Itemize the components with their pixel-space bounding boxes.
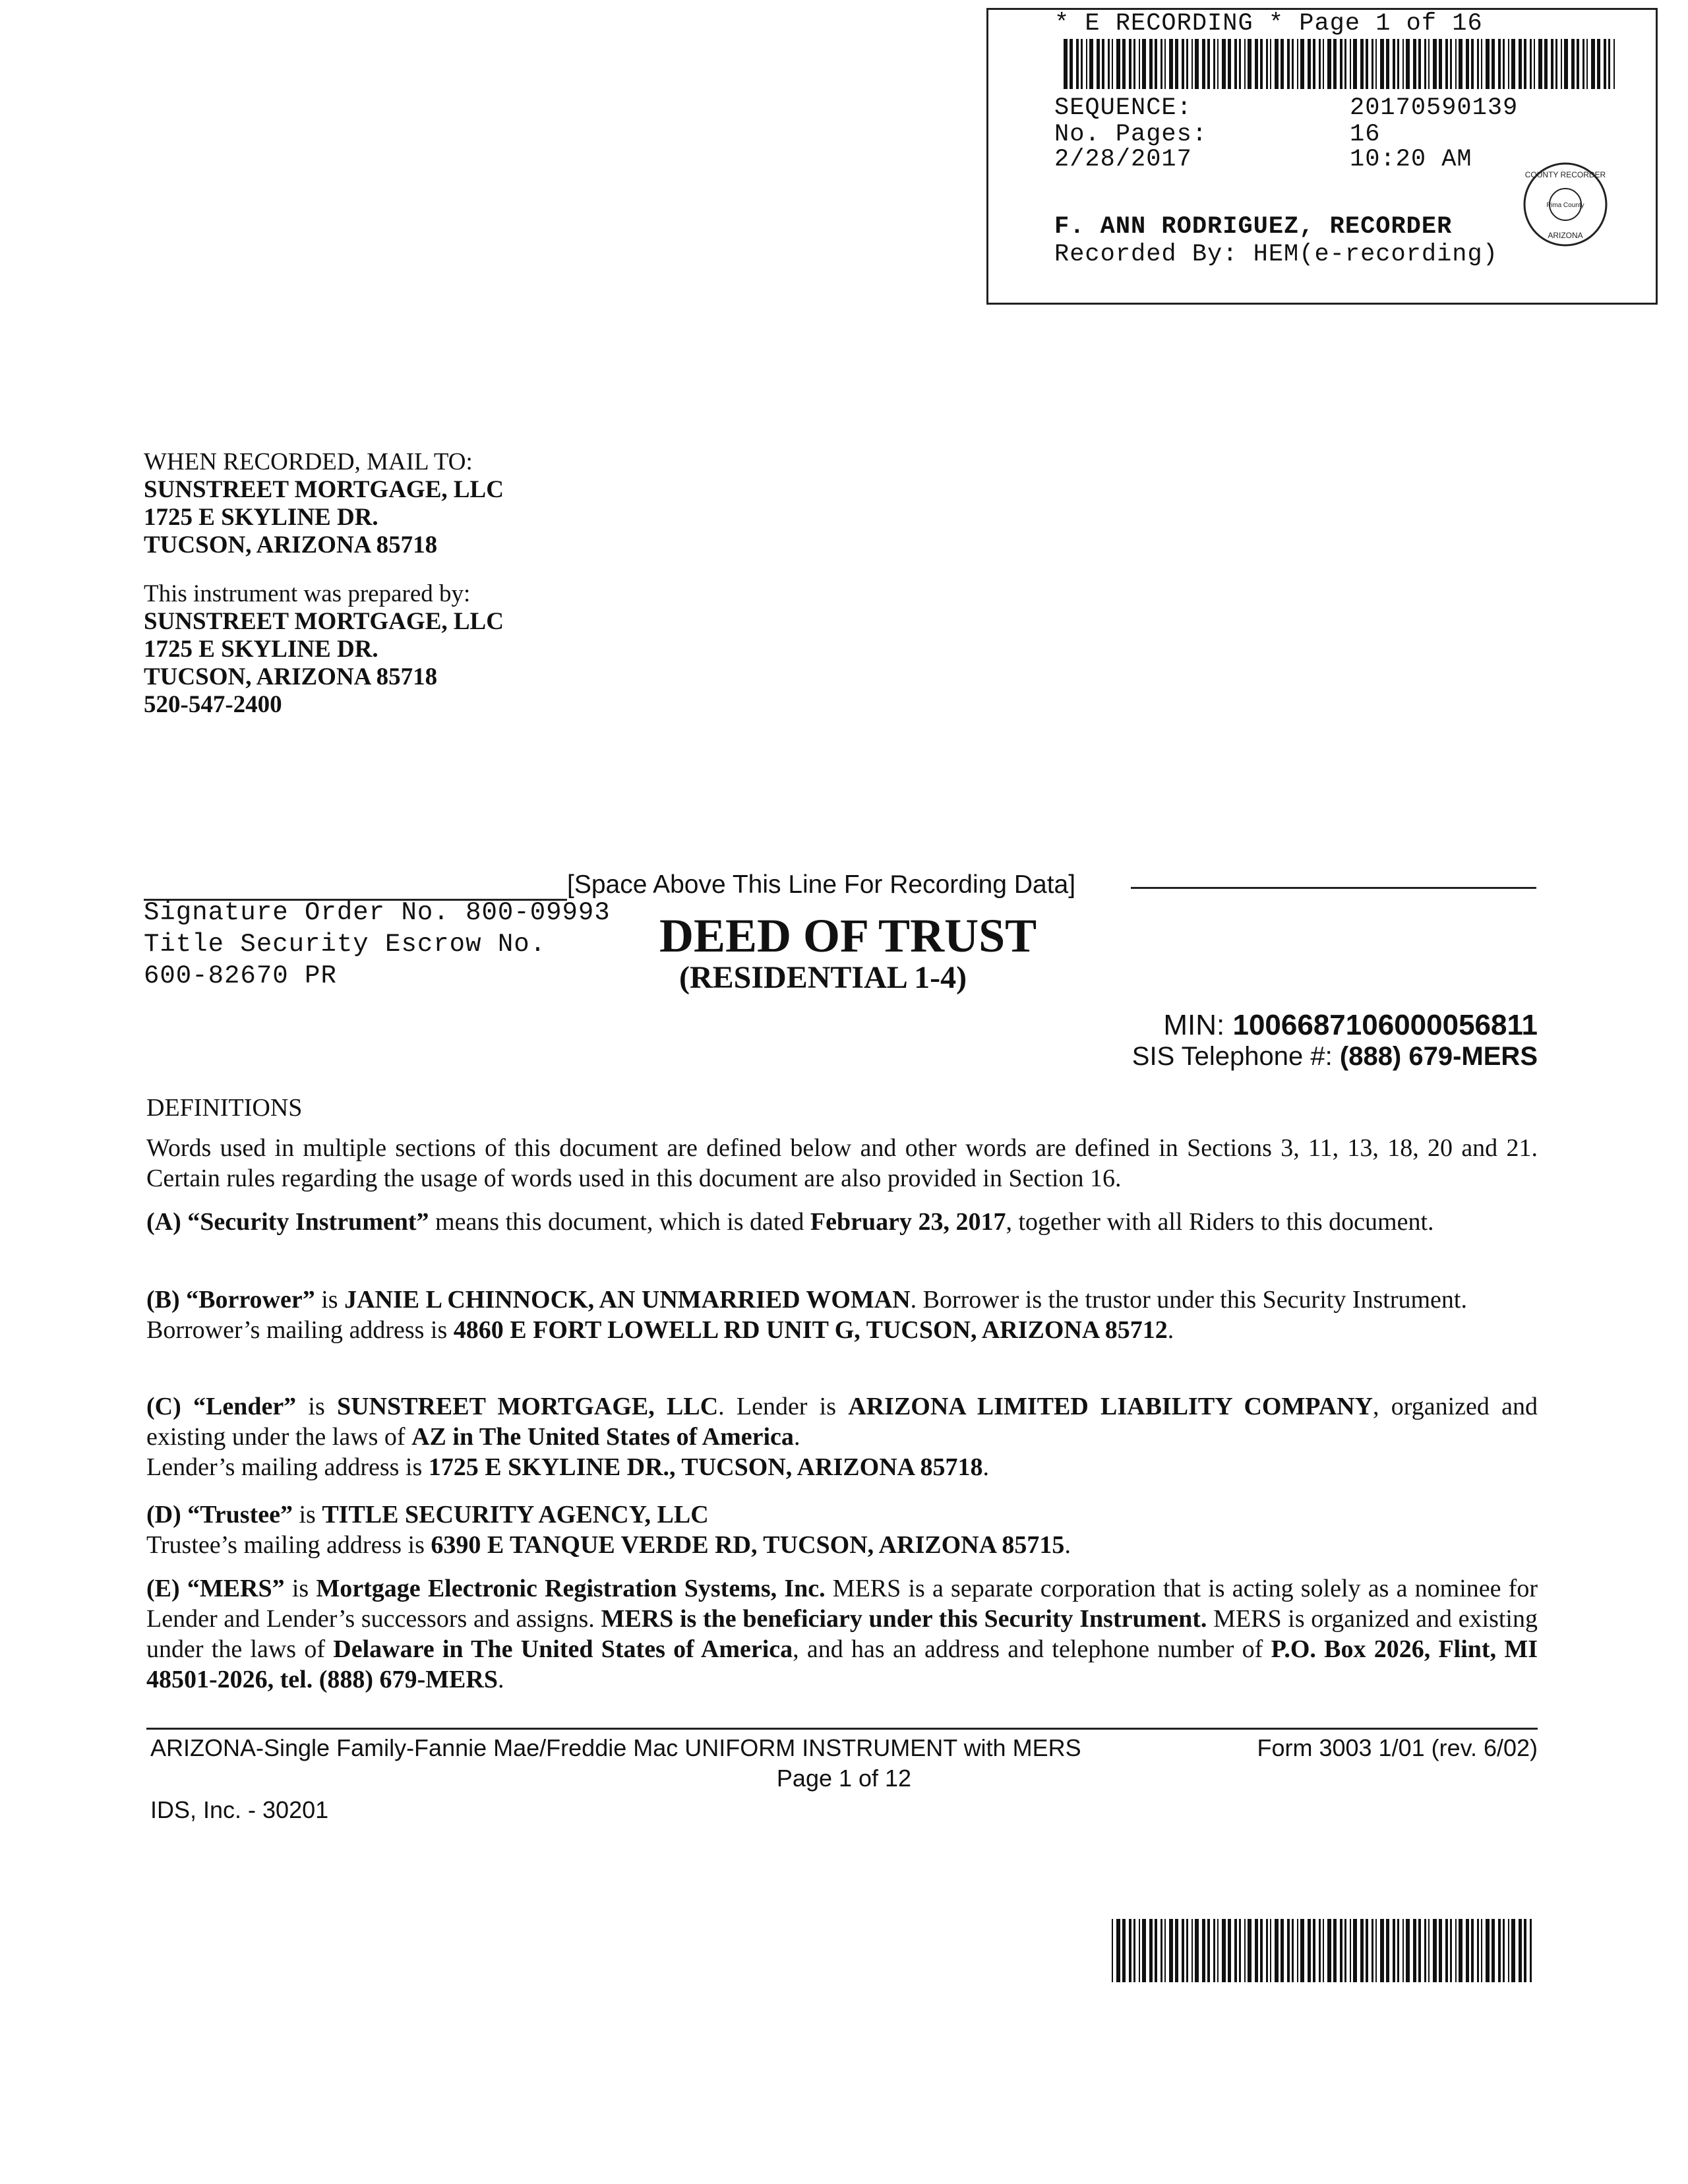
barcode-bar [1375,39,1377,89]
barcode-bar [1169,39,1173,89]
barcode-bar [1498,1919,1501,1982]
barcode-bar [1129,39,1131,89]
barcode-bar [1524,1919,1526,1982]
barcode-bar [1534,39,1535,89]
definition-label: (E) “MERS” [146,1575,285,1602]
barcode-bar [1112,39,1113,89]
barcode-bar [1281,39,1284,89]
barcode-bar [1222,1919,1226,1982]
barcode-bar [1418,1919,1421,1982]
sequence-value: 20170590139 [1350,94,1519,122]
barcode-bar [1086,39,1087,89]
barcode-bar [1287,1919,1290,1982]
barcode-bar [1275,39,1279,89]
barcode-bar [1333,39,1337,89]
barcode-bar [1486,39,1490,89]
page-number: Page 1 of 12 [776,1765,912,1792]
footer-rule [146,1728,1538,1730]
sis-label: SIS Telephone #: [1131,1042,1333,1071]
barcode-bar [1308,39,1311,89]
definition-text: is [292,1501,322,1529]
lender-name: SUNSTREET MORTGAGE, LLC [336,1393,719,1420]
min-number [1163,1009,1538,1042]
barcode-bar [1519,39,1522,89]
barcode-bar [1471,39,1474,89]
definition-text: . [793,1423,800,1451]
definition-text: is [284,1575,316,1602]
barcode-bar [1313,1919,1315,1982]
barcode-bar [1613,39,1615,89]
document-subtitle: (RESIDENTIAL 1-4) [679,960,967,995]
barcode-bar [1112,1919,1113,1982]
barcode-bar [1413,39,1416,89]
barcode-bar [1481,1919,1482,1982]
barcode-bar [1551,39,1553,89]
prepared-by-line: TUCSON, ARIZONA 85718 [144,663,438,690]
barcode-bar [1418,39,1421,89]
barcode-bar [1344,1919,1346,1982]
barcode-bar [1228,1919,1231,1982]
barcode-bar [1234,1919,1237,1982]
barcode-bar [1582,39,1584,89]
barcode-bar [1508,1919,1509,1982]
instrument-date: February 23, 2017 [810,1208,1006,1236]
barcode-bar [1266,39,1268,89]
barcode-bar [1070,39,1073,89]
barcode-bar [1424,1919,1426,1982]
pages-value: 16 [1350,121,1381,148]
barcode-bar [1439,39,1442,89]
barcode-bar [1133,39,1135,89]
barcode-bar [1450,39,1452,89]
barcode-bar [1248,1919,1251,1982]
barcode-bar [1366,39,1368,89]
barcode-bar [1402,39,1404,89]
barcode-bar [1149,39,1153,89]
barcode-bar [1323,39,1324,89]
ids-code: IDS, Inc. - 30201 [150,1796,329,1823]
definition-text: . Lender is [718,1393,849,1420]
barcode-bar [1266,1919,1268,1982]
barcode-bar [1175,39,1178,89]
lender-type: ARIZONA LIMITED LIABILITY COMPANY [848,1393,1373,1420]
barcode-bar [1281,1919,1284,1982]
definition-text: , and has an address and telephone number of [793,1635,1271,1663]
seal-bottom-text: ARIZONA [1548,231,1583,240]
definition-label: (A) “Security Instrument” [146,1208,429,1236]
barcode-bar [1064,39,1068,89]
form-description: ARIZONA-Single Family-Fannie Mae/Freddie Mac UNIFORM INSTRUMENT with MERS [150,1734,1081,1761]
barcode-bar [1604,39,1606,89]
barcode-bar [1477,39,1479,89]
barcode-bar [1122,39,1126,89]
barcode-bar [1459,1919,1462,1982]
barcode-bar [1255,39,1258,89]
definition-text: is [296,1393,337,1420]
barcode-bar [1108,39,1110,89]
min-label: MIN: [1163,1009,1225,1041]
barcode-bar [1455,1919,1457,1982]
barcode-bar [1397,1919,1399,1982]
barcode-bottom [1112,1919,1534,1982]
barcode-bar [1433,1919,1437,1982]
barcode-bar [1239,1919,1241,1982]
form-number: Form 3003 1/01 (rev. 6/02) [1257,1734,1538,1761]
document-title: DEED OF TRUST [659,909,1037,962]
barcode-bar [1149,1919,1153,1982]
barcode-bar [1445,39,1448,89]
definition-text: . [1064,1531,1071,1559]
definition-text: MERS is a separate corporation that is acting solely as a nominee for Lender and Lender’s successors and assigns. [146,1575,1538,1633]
barcode-bar [1466,39,1469,89]
trustee-address: 6390 E TANQUE VERDE RD, TUCSON, ARIZONA 85715 [431,1531,1065,1559]
lender-address: 1725 E SKYLINE DR., TUCSON, ARIZONA 85718 [428,1453,983,1481]
min-value: 1006687106000056811 [1232,1009,1538,1041]
barcode-bar [1492,1919,1495,1982]
escrow-value: 600-82670 PR [144,961,337,990]
barcode-bar [1244,39,1246,89]
definition-text: . [497,1666,504,1693]
barcode-bar [1333,1919,1337,1982]
barcode-bar [1239,39,1241,89]
barcode-bar [1122,1919,1126,1982]
barcode-bar [1544,39,1548,89]
definition-text: means this document, which is dated [429,1208,810,1236]
barcode-bar [1186,1919,1188,1982]
mail-to-heading: WHEN RECORDED, MAIL TO: [144,448,473,475]
definition-c [146,1391,1538,1482]
barcode-bar [1538,39,1542,89]
barcode-bar [1340,39,1342,89]
barcode-bar [1380,1919,1384,1982]
definition-label: (C) “Lender” [146,1393,297,1420]
barcode-bar [1155,1919,1157,1982]
address-label: Borrower’s mailing address is [146,1316,454,1344]
county-seal-icon [1522,162,1608,247]
definition-text: . [982,1453,989,1481]
barcode-bar [1360,1919,1364,1982]
barcode-bar [1076,39,1079,89]
seal-center-text: Pima County [1546,202,1584,209]
barcode-bar [1608,39,1610,89]
borrower-address: 4860 E FORT LOWELL RD UNIT G, TUCSON, ARIZONA 85712 [453,1316,1168,1344]
sis-telephone [1132,1042,1538,1072]
barcode-bar [1340,1919,1342,1982]
barcode-bar [1182,1919,1184,1982]
barcode-bar [1207,39,1210,89]
barcode-bar [1380,39,1384,89]
barcode-bar [1300,1919,1304,1982]
barcode-bar [1492,39,1495,89]
barcode-bar [1344,39,1346,89]
barcode-bar [1350,39,1351,89]
address-label: Lender’s mailing address is [146,1453,429,1481]
trustee-name: TITLE SECURITY AGENCY, LLC [322,1501,709,1529]
prepared-by-block [144,580,504,719]
barcode-bar [1308,1919,1311,1982]
recorded-by: Recorded By: HEM(e-recording) [1054,241,1498,268]
mers-name: Mortgage Electronic Registration Systems, Inc. [316,1575,826,1602]
barcode-bar [1459,39,1462,89]
barcode-bar [1160,39,1162,89]
barcode-bar [1393,39,1395,89]
barcode-bar [1524,39,1526,89]
barcode-bar [1498,39,1501,89]
barcode-bar [1213,1919,1215,1982]
barcode-bar [1386,1919,1389,1982]
barcode-bar [1428,39,1430,89]
barcode-bar [1260,1919,1263,1982]
stamp-title: * E RECORDING * Page 1 of 16 [1054,10,1483,38]
definition-text: MERS is organized and existing under the laws of [146,1605,1538,1663]
escrow-label: Title Security Escrow No. [144,930,547,959]
barcode-bar [1202,39,1205,89]
barcode-bar [1486,1919,1490,1982]
barcode-bar [1202,1919,1205,1982]
barcode-bar [1292,39,1294,89]
barcode-bar [1591,39,1595,89]
barcode-bar [1511,1919,1515,1982]
definition-text: , together with all Riders to this document. [1006,1208,1434,1236]
sequence-label: SEQUENCE: [1054,94,1192,122]
barcode-bar [1186,39,1188,89]
barcode-bar [1471,1919,1474,1982]
definition-label: (D) “Trustee” [146,1501,293,1529]
barcode-bar [1375,1919,1377,1982]
prepared-by-heading: This instrument was prepared by: [144,580,471,607]
definition-a [146,1207,1538,1237]
lender-jurisdiction: AZ in The United States of America [411,1423,794,1451]
barcode-bar [1191,39,1193,89]
barcode-bar [1323,1919,1324,1982]
barcode-bar [1564,39,1568,89]
barcode-bar [1297,1919,1298,1982]
barcode-bar [1234,39,1237,89]
barcode-bar [1129,1919,1131,1982]
barcode-bar [1372,39,1373,89]
recording-stamp [986,8,1658,305]
barcode-bar [1327,1919,1331,1982]
barcode-bar [1508,39,1509,89]
barcode-bar [1102,39,1104,89]
barcode-bar [1503,39,1505,89]
barcode-bar [1292,1919,1294,1982]
mail-to-block [144,448,504,559]
barcode-bar [1353,1919,1357,1982]
barcode-bar [1481,39,1482,89]
recording-space-label: [Space Above This Line For Recording Data] [567,870,1076,899]
prepared-by-line: SUNSTREET MORTGAGE, LLC [144,608,504,635]
barcode-bar [1393,1919,1395,1982]
barcode-bar [1182,39,1184,89]
barcode-bar [1116,39,1120,89]
barcode-bar [1555,39,1557,89]
barcode-bar [1397,39,1399,89]
barcode-bar [1169,1919,1173,1982]
barcode-bar [1327,39,1331,89]
barcode-bar [1175,1919,1178,1982]
mail-to-line: SUNSTREET MORTGAGE, LLC [144,476,504,503]
borrower-name: JANIE L CHINNOCK, AN UNMARRIED WOMAN [344,1286,911,1314]
pages-label: No. Pages: [1054,121,1208,148]
definitions-intro: Words used in multiple sections of this document are defined below and other words are defined in Sections 3, 11, 13, 18, 20 and 21. Certain rules regarding the usage of words used in this document are also provided in Section 16. [146,1134,1538,1192]
barcode-bar [1228,39,1231,89]
definition-text: is [315,1286,345,1314]
barcode-bar [1366,1919,1368,1982]
barcode-bar [1450,1919,1452,1982]
mers-jurisdiction: Delaware in The United States of America [333,1635,793,1663]
prepared-by-line: 520-547-2400 [144,691,282,718]
barcode-bar [1260,39,1263,89]
prepared-by-line: 1725 E SKYLINE DR. [144,636,378,663]
definitions-heading: DEFINITIONS [146,1094,303,1122]
barcode-bar [1081,39,1083,89]
barcode-bar [1139,1919,1140,1982]
barcode-bar [1350,1919,1351,1982]
barcode-bar [1530,39,1532,89]
barcode-top [1064,39,1617,89]
barcode-bar [1213,39,1215,89]
barcode-bar [1244,1919,1246,1982]
sis-value: (888) 679-MERS [1339,1042,1538,1071]
barcode-bar [1133,1919,1135,1982]
barcode-bar [1313,39,1315,89]
mail-to-line: TUCSON, ARIZONA 85718 [144,531,438,559]
barcode-bar [1089,39,1093,89]
barcode-bar [1160,1919,1162,1982]
definition-text: , organized and existing under the laws of [146,1393,1538,1451]
definition-b [146,1285,1538,1345]
barcode-bar [1300,39,1304,89]
barcode-bar [1195,1919,1199,1982]
barcode-bar [1439,1919,1442,1982]
barcode-bar [1217,39,1219,89]
barcode-bar [1116,1919,1120,1982]
barcode-bar [1319,39,1321,89]
barcode-bar [1164,39,1166,89]
barcode-bar [1577,39,1579,89]
barcode-bar [1222,39,1226,89]
barcode-bar [1155,39,1157,89]
barcode-bar [1413,1919,1416,1982]
definition-label: (B) “Borrower” [146,1286,315,1314]
recording-space-rule-right [1131,887,1536,889]
mers-contact: P.O. Box 2026, Flint, MI 48501-2026, tel. (888) 679-MERS [146,1635,1538,1693]
definition-e [146,1573,1538,1695]
barcode-bar [1424,39,1426,89]
mers-beneficiary-statement: MERS is the beneficiary under this Security Instrument. [601,1605,1207,1633]
barcode-bar [1466,1919,1469,1982]
barcode-bar [1191,1919,1193,1982]
barcode-bar [1571,39,1575,89]
barcode-bar [1353,39,1357,89]
recorder-name: F. ANN RODRIGUEZ, RECORDER [1054,213,1453,241]
barcode-bar [1248,39,1251,89]
barcode-bar [1360,39,1364,89]
definition-text: . Borrower is the trustor under this Security Instrument. [910,1286,1467,1314]
barcode-bar [1139,39,1140,89]
barcode-bar [1503,1919,1505,1982]
barcode-bar [1511,39,1515,89]
mail-to-line: 1725 E SKYLINE DR. [144,504,378,531]
barcode-bar [1142,1919,1146,1982]
barcode-bar [1275,1919,1279,1982]
barcode-bar [1530,1919,1532,1982]
barcode-bar [1428,1919,1430,1982]
barcode-bar [1433,39,1437,89]
seal-top-text: COUNTY RECORDER [1524,170,1606,179]
barcode-bar [1270,1919,1271,1982]
barcode-bar [1561,39,1562,89]
barcode-bar [1597,39,1600,89]
definition-text: . [1167,1316,1174,1344]
address-label: Trustee’s mailing address is [146,1531,431,1559]
barcode-bar [1270,39,1271,89]
definition-d [146,1500,1538,1560]
barcode-bar [1402,1919,1404,1982]
barcode-bar [1386,39,1389,89]
barcode-bar [1287,39,1290,89]
record-date: 2/28/2017 [1054,146,1192,173]
barcode-bar [1217,1919,1219,1982]
barcode-bar [1372,1919,1373,1982]
barcode-bar [1406,1919,1410,1982]
barcode-bar [1142,39,1146,89]
barcode-bar [1207,1919,1210,1982]
barcode-bar [1255,1919,1258,1982]
barcode-bar [1445,1919,1448,1982]
barcode-bar [1586,39,1588,89]
barcode-bar [1406,39,1410,89]
barcode-bar [1455,39,1457,89]
barcode-bar [1297,39,1298,89]
barcode-bar [1164,1919,1166,1982]
barcode-bar [1097,39,1100,89]
barcode-bar [1319,1919,1321,1982]
barcode-bar [1477,1919,1479,1982]
barcode-bar [1519,1919,1522,1982]
barcode-bar [1195,39,1199,89]
signature-order: Signature Order No. 800-09993 [144,898,611,927]
record-time: 10:20 AM [1350,146,1472,173]
